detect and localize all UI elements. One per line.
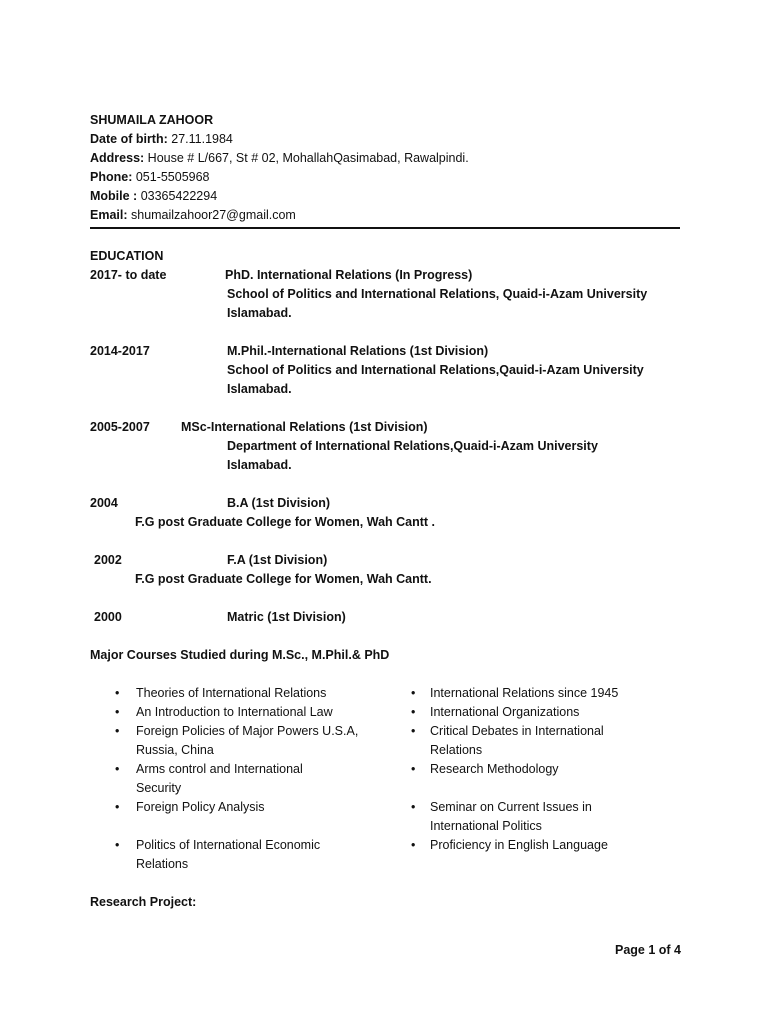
bullet-icon: • [411,724,416,738]
edu-period: 2000 [94,610,122,624]
course-item-cont: International Politics [430,819,542,833]
courses-heading: Major Courses Studied during M.Sc., M.Phil.& PhD [90,648,390,662]
course-item: Arms control and International [136,762,303,776]
bullet-icon: • [411,705,416,719]
bullet-icon: • [115,838,120,852]
edu-degree: MSc-International Relations (1st Division) [181,420,428,434]
course-item-cont: Security [136,781,182,795]
page-number: Page 1 of 4 [615,943,681,957]
address-value: House # L/667, St # 02, MohallahQasimabad, Rawalpindi. [144,151,469,165]
address-line [90,149,469,168]
bullet-icon: • [411,838,416,852]
course-item: Proficiency in English Language [430,838,608,852]
email-value: shumailzahoor27@gmail.com [127,208,296,222]
phone-label: Phone: [90,170,133,184]
bullet-icon: • [115,762,120,776]
dob-value: 27.11.1984 [167,132,233,146]
course-item: International Organizations [430,705,580,719]
edu-institution: School of Politics and International Relations, Quaid-i-Azam University [227,287,648,301]
edu-degree: F.A (1st Division) [227,553,328,567]
bullet-icon: • [115,724,120,738]
bullet-icon: • [115,686,120,700]
mobile-value: 03365422294 [137,189,218,203]
edu-period: 2004 [90,496,118,510]
edu-degree: PhD. International Relations (In Progress) [225,268,473,282]
bullet-icon: • [411,686,416,700]
phone-value: 051-5505968 [132,170,210,184]
dob-line [90,130,233,149]
education-heading: EDUCATION [90,249,164,263]
edu-degree: B.A (1st Division) [227,496,331,510]
course-item: Theories of International Relations [136,686,327,700]
dob-label: Date of birth: [90,132,168,146]
phone-line [90,168,210,187]
applicant-name: SHUMAILA ZAHOOR [90,113,214,127]
course-item-cont: Relations [136,857,189,871]
bullet-icon: • [115,705,120,719]
course-item: Research Methodology [430,762,559,776]
edu-period: 2017- to date [90,268,167,282]
course-item: International Relations since 1945 [430,686,619,700]
email-line [90,206,296,225]
mobile-label: Mobile : [90,189,138,203]
header-divider [90,227,680,229]
bullet-icon: • [411,800,416,814]
edu-institution: Department of International Relations,Quaid-i-Azam University [227,439,598,453]
course-item: Politics of International Economic [136,838,321,852]
edu-institution: School of Politics and International Relations,Qauid-i-Azam University [227,363,644,377]
edu-city: Islamabad. [227,382,292,396]
course-item-cont: Russia, China [136,743,214,757]
course-item: Foreign Policy Analysis [136,800,265,814]
research-heading: Research Project: [90,895,197,909]
course-item: Seminar on Current Issues in [430,800,592,814]
edu-city: Islamabad. [227,306,292,320]
course-item-cont: Relations [430,743,483,757]
course-item: An Introduction to International Law [136,705,333,719]
edu-period: 2014-2017 [90,344,150,358]
bullet-icon: • [411,762,416,776]
edu-degree: M.Phil.-International Relations (1st Division) [227,344,489,358]
bullet-icon: • [115,800,120,814]
email-label: Email: [90,208,128,222]
edu-period: 2002 [94,553,122,567]
edu-period: 2005-2007 [90,420,150,434]
edu-institution: F.G post Graduate College for Women, Wah Cantt. [135,572,432,586]
course-item: Foreign Policies of Major Powers U.S.A, [136,724,359,738]
edu-degree: Matric (1st Division) [227,610,346,624]
course-item: Critical Debates in International [430,724,604,738]
address-label: Address: [90,151,145,165]
mobile-line [90,187,217,206]
edu-institution: F.G post Graduate College for Women, Wah Cantt . [135,515,436,529]
edu-city: Islamabad. [227,458,292,472]
